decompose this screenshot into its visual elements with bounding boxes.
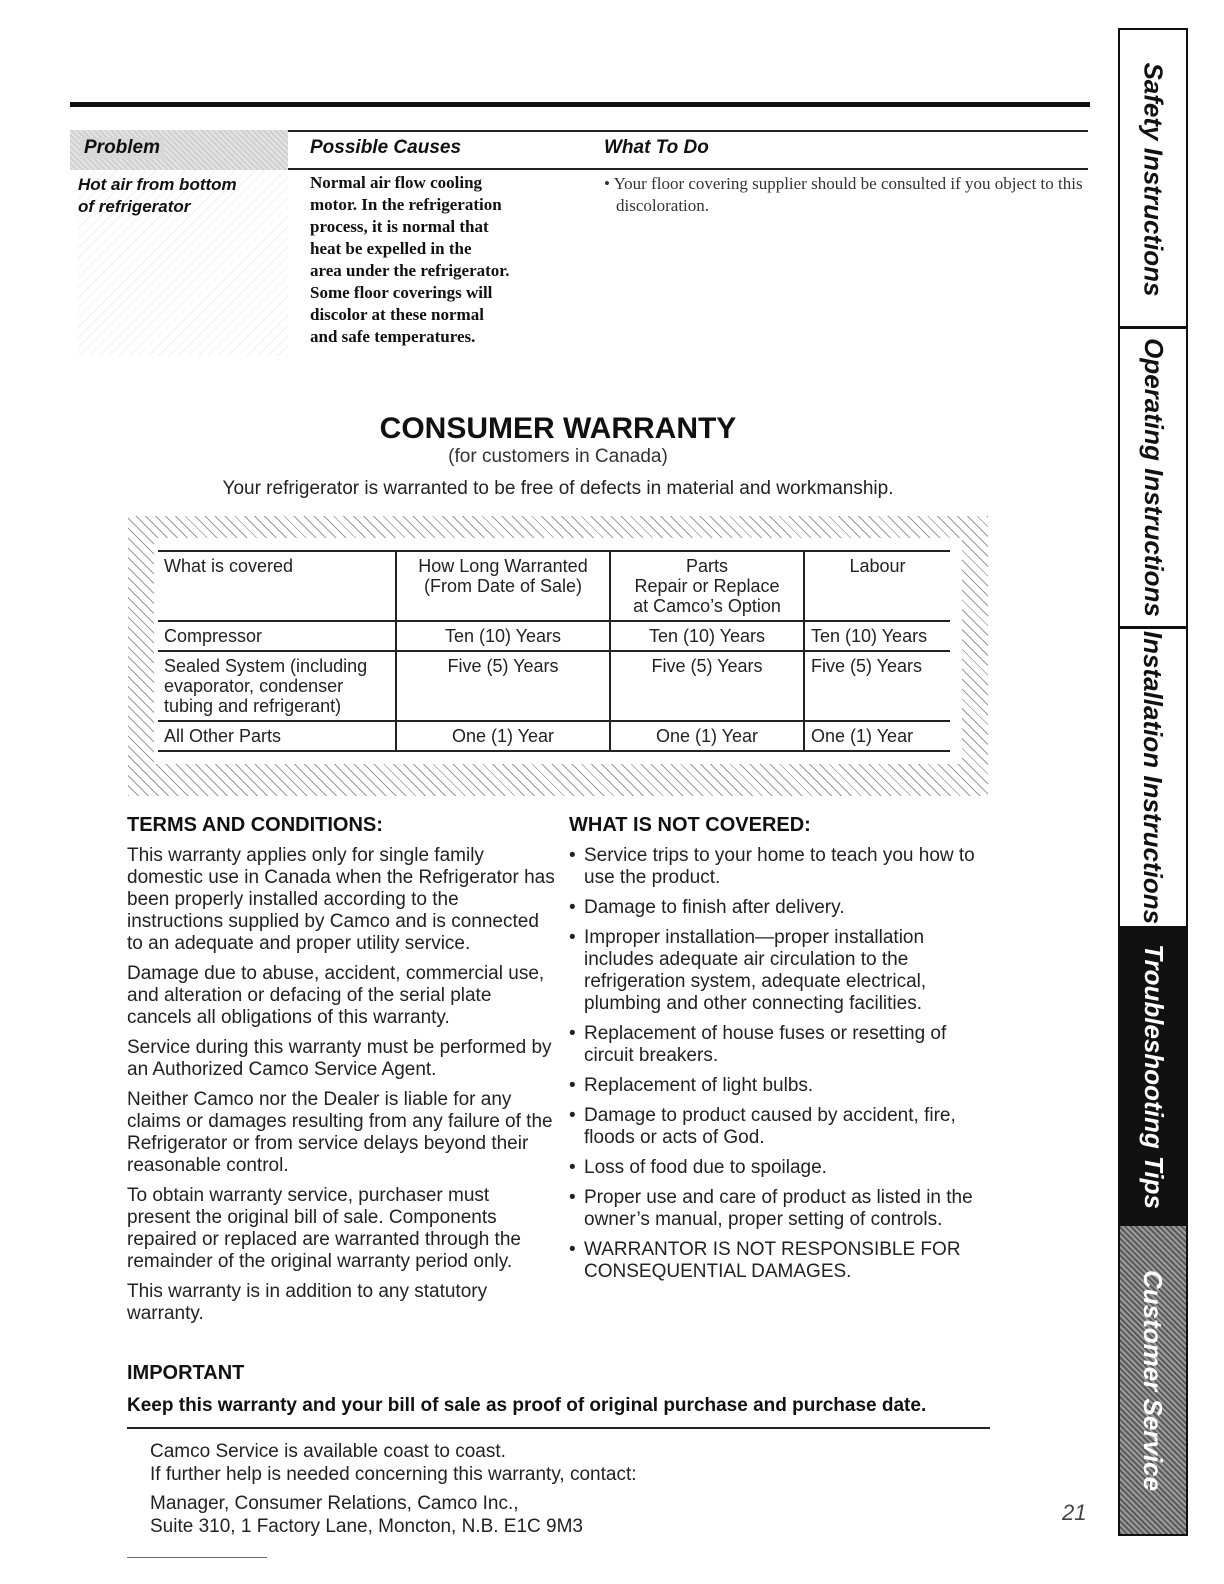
contact-line: If further help is needed concerning this warranty, contact: xyxy=(150,1464,637,1485)
page-number: 21 xyxy=(1062,1500,1087,1525)
row-parts: Five (5) Years xyxy=(610,651,804,721)
warranty-table xyxy=(158,550,950,752)
list-item: • Damage to product caused by accident, fire, floods or acts of God. xyxy=(569,1105,999,1149)
tab-label: Customer Service xyxy=(1138,1269,1169,1491)
list-item: • Proper use and care of product as listed in the owner’s manual, proper setting of controls. xyxy=(569,1187,999,1231)
row-labour: Ten (10) Years xyxy=(804,621,950,651)
table-row xyxy=(158,651,950,721)
table-row xyxy=(158,721,950,751)
terms-body xyxy=(127,845,557,1333)
bottom-link-line xyxy=(127,1557,267,1558)
contact-line: Camco Service is available coast to coast. xyxy=(150,1441,506,1462)
warranty-title: CONSUMER WARRANTY xyxy=(379,412,737,445)
important-text: Keep this warranty and your bill of sale as proof of original purchase and purchase date. xyxy=(127,1395,927,1416)
terms-paragraph: This warranty is in addition to any statutory warranty. xyxy=(127,1281,488,1324)
row-how-long: One (1) Year xyxy=(396,721,610,751)
list-item: • Improper installation—proper installation includes adequate air circulation to the refrigeration system, adequate electrical, plumbing and other connecting facilities. xyxy=(569,927,999,1015)
causes-header: Possible Causes xyxy=(310,137,462,158)
header-rule-bottom xyxy=(288,168,1088,170)
header-labour: Labour xyxy=(804,551,950,621)
row-item: Sealed System (including evaporator, condenser tubing and refrigerant) xyxy=(164,656,368,716)
tab-label: Operating Instructions xyxy=(1138,338,1169,617)
warranty-intro: Your refrigerator is warranted to be free of defects in material and workmanship. xyxy=(222,478,894,499)
what-to-do-text: • Your floor covering supplier should be consulted if you object to this discoloration. xyxy=(604,174,1083,215)
row-how-long: Five (5) Years xyxy=(396,651,610,721)
tab-troubleshooting-tips[interactable] xyxy=(1120,926,1186,1226)
row-parts: Ten (10) Years xyxy=(610,621,804,651)
tab-label: Safety Instructions xyxy=(1138,61,1169,297)
terms-paragraph: Damage due to abuse, accident, commercial use, and alteration or defacing of the serial plate cancels all obligations of this warranty. xyxy=(127,963,545,1028)
contact-line: Manager, Consumer Relations, Camco Inc., xyxy=(150,1493,519,1514)
contact-block xyxy=(150,1440,637,1538)
not-covered-heading: WHAT IS NOT COVERED: xyxy=(569,814,811,836)
list-item: • WARRANTOR IS NOT RESPONSIBLE FOR CONSEQUENTIAL DAMAGES. xyxy=(569,1239,999,1283)
header-parts: Parts Repair or Replace at Camco’s Option xyxy=(610,551,804,621)
problem-header: Problem xyxy=(80,137,164,159)
list-item: • Replacement of light bulbs. xyxy=(569,1075,999,1097)
header-rule-top xyxy=(288,130,1088,132)
header-covered: What is covered xyxy=(164,556,294,576)
tab-safety-instructions[interactable] xyxy=(1120,32,1186,326)
tab-installation-instructions[interactable] xyxy=(1120,629,1186,926)
tab-label: Installation Instructions xyxy=(1138,630,1169,925)
row-how-long: Ten (10) Years xyxy=(396,621,610,651)
divider xyxy=(127,1427,990,1429)
what-to-do-header: What To Do xyxy=(604,137,709,158)
contact-line: Suite 310, 1 Factory Lane, Moncton, N.B. E1C 9M3 xyxy=(150,1516,584,1537)
table-header-row xyxy=(158,551,950,621)
row-item: Compressor xyxy=(164,626,263,646)
warranty-subtitle: (for customers in Canada) xyxy=(448,446,668,467)
terms-paragraph: Neither Camco nor the Dealer is liable for any claims or damages resulting from any failure of the Refrigerator or from service delays beyond their reasonable control. xyxy=(127,1089,553,1176)
table-row xyxy=(158,621,950,651)
row-parts: One (1) Year xyxy=(610,721,804,751)
terms-heading: TERMS AND CONDITIONS: xyxy=(127,814,383,836)
row-labour: One (1) Year xyxy=(804,721,950,751)
list-item: • Loss of food due to spoilage. xyxy=(569,1157,999,1179)
tab-customer-service[interactable] xyxy=(1120,1226,1186,1534)
list-item: • Service trips to your home to teach you how to use the product. xyxy=(569,845,999,889)
terms-paragraph: To obtain warranty service, purchaser must present the original bill of sale. Components repaired or replaced are warranted through the remainder of the original warranty period only. xyxy=(127,1185,521,1272)
problem-text: Hot air from bottom of refrigerator xyxy=(78,175,237,216)
top-rule xyxy=(70,102,1090,107)
not-covered-list xyxy=(569,845,999,1291)
list-item: • Replacement of house fuses or resetting of circuit breakers. xyxy=(569,1023,999,1067)
tab-operating-instructions[interactable] xyxy=(1120,329,1186,626)
list-item: • Damage to finish after delivery. xyxy=(569,897,999,919)
possible-cause-text: Normal air flow cooling motor. In the refrigeration process, it is normal that heat be expelled in the area under the refrigerator. Some floor coverings will discolor at these normal and safe temperatures. xyxy=(310,173,510,346)
important-heading: IMPORTANT xyxy=(127,1362,245,1384)
header-how-long: How Long Warranted (From Date of Sale) xyxy=(396,551,610,621)
terms-paragraph: Service during this warranty must be performed by an Authorized Camco Service Agent. xyxy=(127,1037,552,1080)
terms-paragraph: This warranty applies only for single family domestic use in Canada when the Refrigerator has been properly installed according to the instructions supplied by Camco and is connected to an adequate and proper utility service. xyxy=(127,845,555,954)
row-labour: Five (5) Years xyxy=(804,651,950,721)
tab-label: Troubleshooting Tips xyxy=(1138,943,1169,1209)
row-item: All Other Parts xyxy=(164,726,282,746)
problem-header-tab xyxy=(70,130,288,170)
